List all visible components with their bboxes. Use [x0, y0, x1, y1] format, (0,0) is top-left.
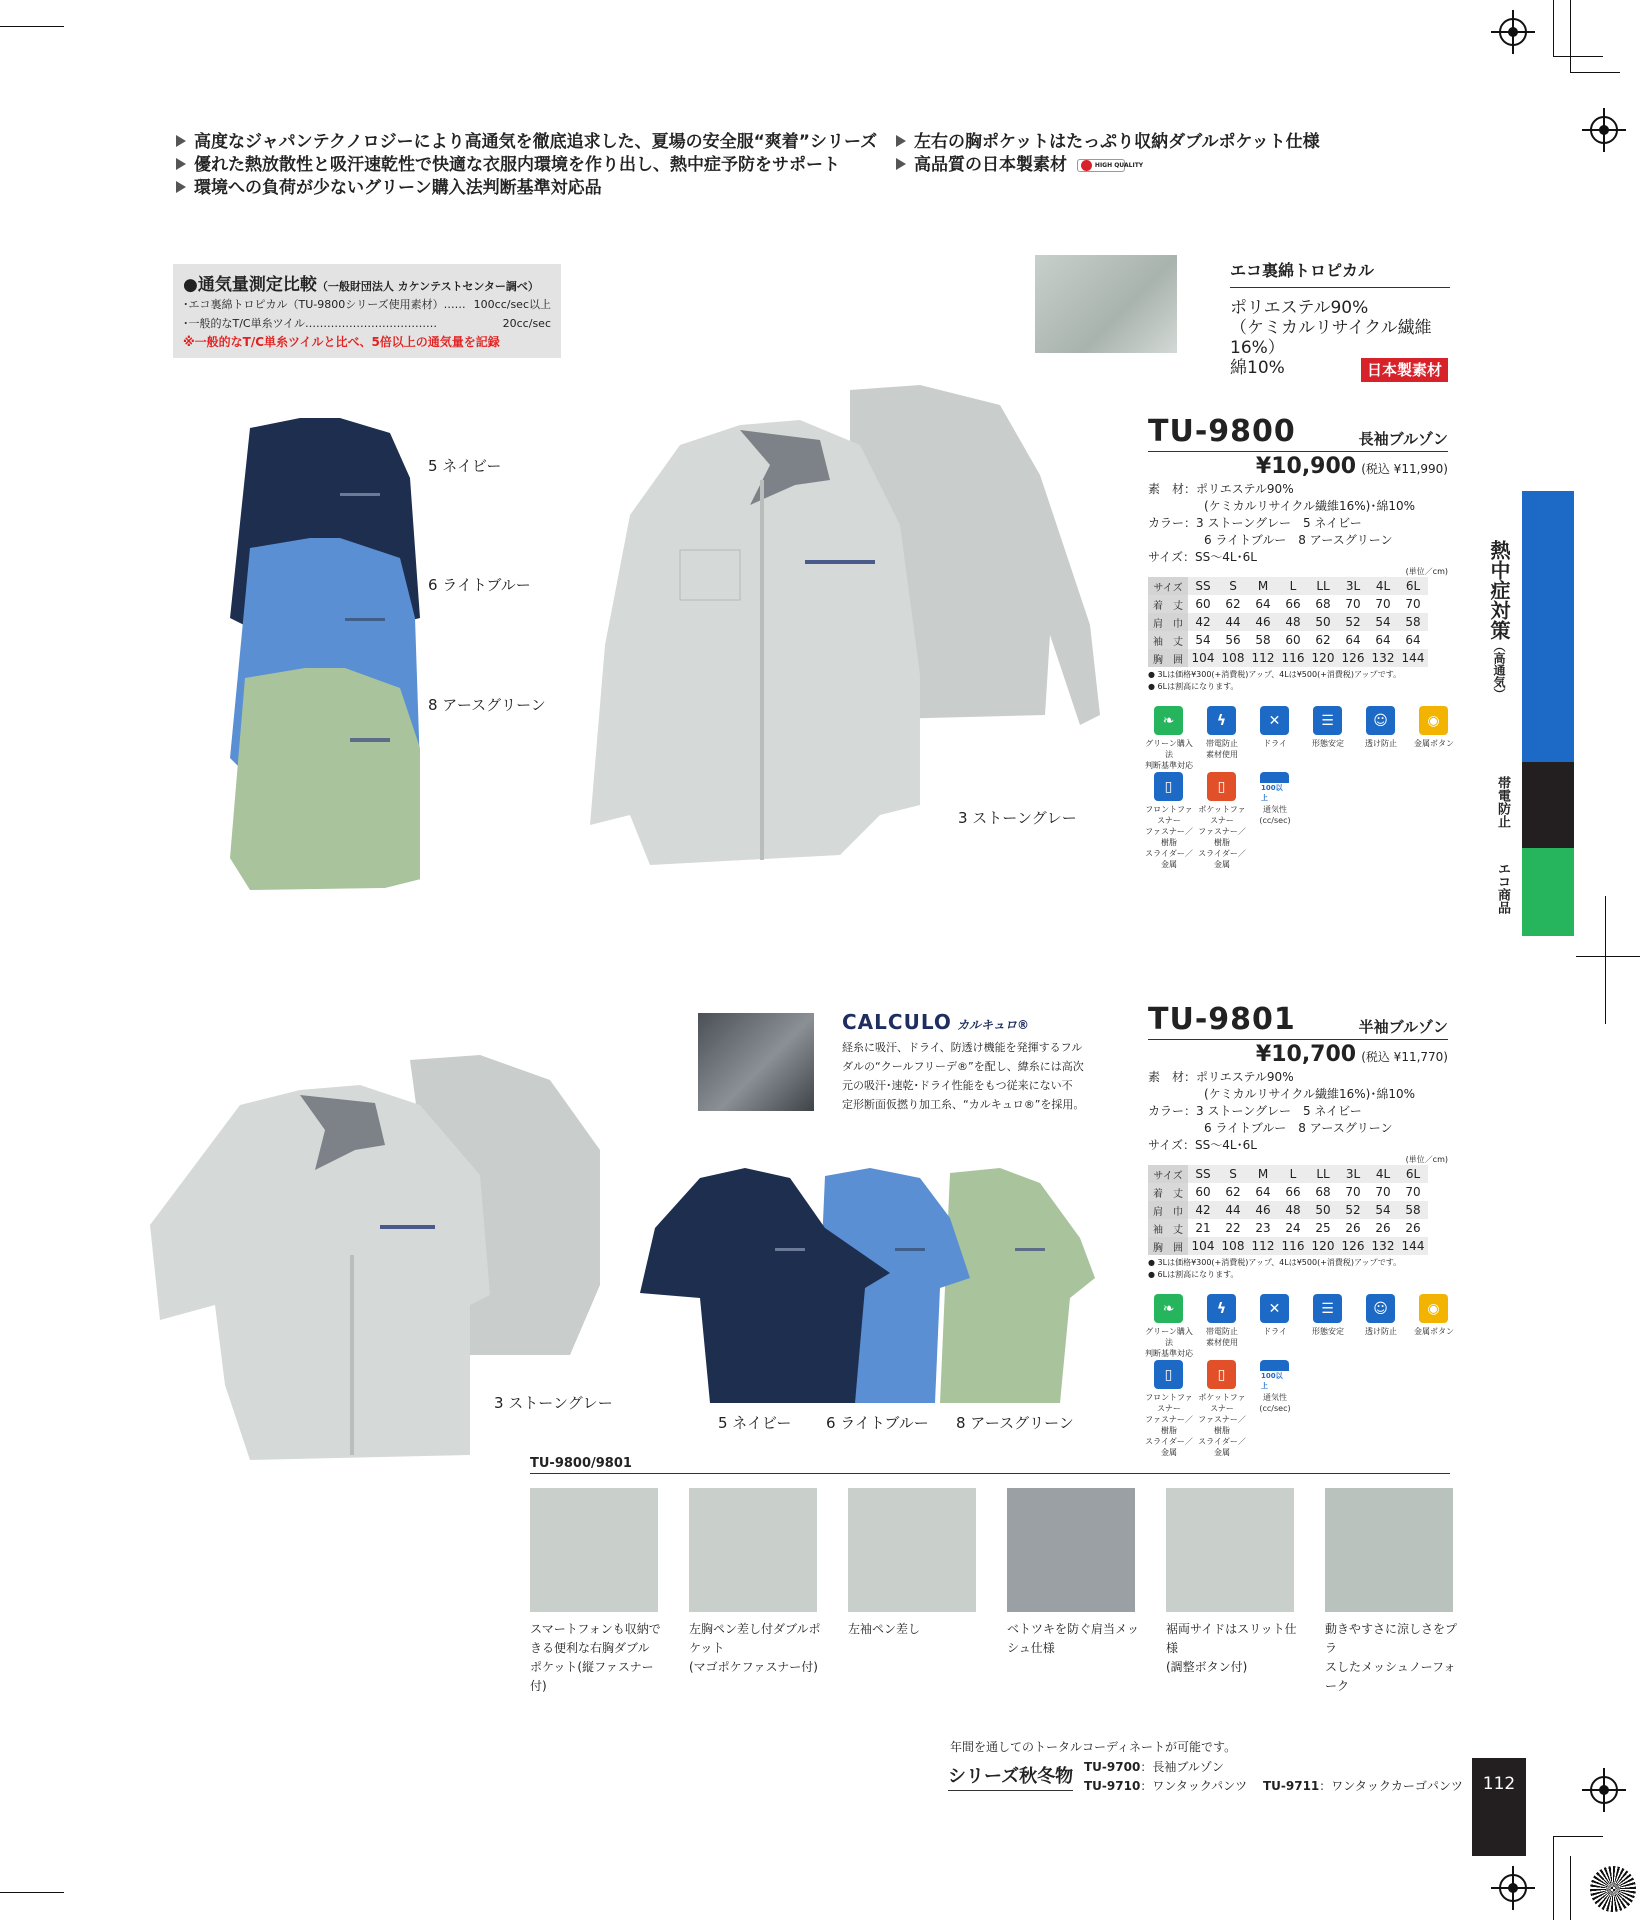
color-label-green-short: 8 アースグリーン [956, 1414, 1074, 1432]
calculo-info [842, 1010, 1085, 1114]
size-table-row [1148, 595, 1428, 613]
jacket-colorways-short-image [640, 1168, 1120, 1408]
feature-icon-label: 帯電防止 素材使用 [1206, 739, 1238, 759]
side-tab-antistatic [1522, 762, 1574, 848]
side-tab-label-eco: エコ商品 [1495, 862, 1510, 914]
detail-photo-hem-slit [1166, 1488, 1294, 1612]
size-table-header: 胸 囲 [1148, 1237, 1188, 1255]
series-item: TU-9700：長袖ブルゾン [1084, 1760, 1224, 1774]
triangle-icon [176, 181, 186, 193]
feature-icon-label: ドライ [1263, 739, 1287, 748]
detail-caption: 動きやすさに涼しさをプラ スしたメッシュノーフォーク [1325, 1622, 1458, 1693]
feature-icon-label: 金属ボタン [1414, 1327, 1454, 1336]
material-line: 素 材：ポリエステル90% [1148, 1070, 1294, 1084]
size-table-cell: 46 [1248, 613, 1278, 631]
detail-photo-chest-pocket [530, 1488, 658, 1612]
size-table-row [1148, 631, 1428, 649]
ventilation-icon [1260, 1360, 1289, 1389]
size-table-row [1148, 1219, 1428, 1237]
size-table-cell: 108 [1218, 1237, 1248, 1255]
size-table-cell: M [1248, 577, 1278, 595]
size-table-cell: 66 [1285, 597, 1301, 611]
series-item: TU-9710：ワンタックパンツ TU-9711：ワンタックカーゴパンツ [1084, 1779, 1463, 1793]
size-table-cell: 144 [1398, 649, 1428, 667]
star-target-mark [1590, 1866, 1636, 1912]
size-table-cell: 66 [1285, 1185, 1301, 1199]
size-table-cell: 62 [1225, 597, 1241, 611]
registration-mark [1491, 10, 1535, 54]
size-table-cell: 126 [1338, 649, 1368, 667]
vent-note: ※一般的なT/C単糸ツイルと比べ、5倍以上の通気量を記録 [183, 335, 500, 349]
detail-photo-back-mesh [1325, 1488, 1453, 1612]
size-table-cell: M [1248, 1165, 1278, 1183]
detail-photo-shoulder-mesh [1007, 1488, 1135, 1612]
calculo-logo-ja: カルキュロ® [956, 1018, 1029, 1032]
side-tab-eco [1522, 848, 1574, 936]
feature-icon-label: フロントファスナー ファスナー／樹脂 スライダー／金属 [1145, 1393, 1193, 1457]
size-table-cell: 22 [1225, 1221, 1241, 1235]
size-table-row [1148, 577, 1428, 595]
size-table-cell: 48 [1278, 1201, 1308, 1219]
size-table-cell: 21 [1195, 1221, 1211, 1235]
feature-icon-label: フロントファスナー ファスナー／樹脂 スライダー／金属 [1145, 805, 1193, 869]
fabric-name: エコ裏綿トロピカル [1230, 258, 1450, 288]
registration-mark [1582, 1768, 1626, 1812]
size-line: サイズ：SS〜4L･6L [1148, 550, 1257, 564]
size-table-cell: 60 [1195, 1185, 1211, 1199]
size-table-cell: 44 [1218, 613, 1248, 631]
ventilation-comparison-box [173, 264, 561, 358]
triangle-icon [176, 158, 186, 170]
price-with-tax: (税込 ¥11,770) [1361, 1050, 1448, 1064]
calculo-logo: CALCULO [842, 1010, 952, 1034]
color-label-lightblue-short: 6 ライトブルー [826, 1414, 929, 1432]
front-zipper-icon: ▯ [1154, 772, 1183, 801]
size-table-cell: 70 [1345, 1185, 1361, 1199]
size-table-cell: 58 [1398, 613, 1428, 631]
color-line: 6 ライトブルー 8 アースグリーン [1204, 533, 1393, 547]
fabric-comp: ポリエステル90% [1230, 298, 1369, 318]
size-table-cell: 68 [1315, 597, 1331, 611]
color-line: 6 ライトブルー 8 アースグリーン [1204, 1121, 1393, 1135]
size-table-cell: 6L [1398, 577, 1428, 595]
size-table-cell: 132 [1368, 649, 1398, 667]
size-table-cell: 46 [1248, 1201, 1278, 1219]
model-number: TU-9801 [1148, 1002, 1296, 1037]
size-table-header: 胸 囲 [1148, 649, 1188, 667]
fabric-swatch-image [1035, 255, 1177, 353]
size-table-cell: 120 [1308, 649, 1338, 667]
series-lead: 年間を通してのトータルコーディネートが可能です。 [950, 1740, 1237, 1754]
made-in-japan-badge: 日本製素材 [1361, 358, 1448, 382]
size-table-row [1148, 613, 1428, 631]
size-table-cell: 58 [1255, 633, 1271, 647]
size-table-cell: 112 [1248, 649, 1278, 667]
size-table-cell: 48 [1278, 613, 1308, 631]
crop-mark [1553, 1836, 1603, 1837]
product-type: 長袖ブルゾン [1358, 430, 1448, 448]
size-table-cell: 42 [1188, 1201, 1218, 1219]
size-table-cell: 116 [1278, 1237, 1308, 1255]
size-table-header: 袖 丈 [1148, 631, 1188, 649]
price: ¥10,700 [1255, 1042, 1357, 1067]
model-number: TU-9800 [1148, 414, 1296, 449]
size-table-cell: 25 [1315, 1221, 1331, 1235]
antistatic-icon: ϟ [1207, 706, 1236, 735]
size-table-cell: 26 [1375, 1221, 1391, 1235]
side-tab-label-antistatic: 帯電防止 [1495, 776, 1510, 828]
color-label-gray-short: 3 ストーングレー [494, 1394, 613, 1412]
size-table-cell: 112 [1248, 1237, 1278, 1255]
size-table-cell: SS [1188, 577, 1218, 595]
feature-bullet: 環境への負荷が少ないグリーン購入法判断基準対応品 [176, 177, 877, 200]
antistatic-icon: ϟ [1207, 1294, 1236, 1323]
size-table [1148, 577, 1428, 667]
feature-icon-label: 帯電防止 素材使用 [1206, 1327, 1238, 1347]
size-table-row [1148, 649, 1428, 667]
size-note: ● 6Lは割高になります。 [1148, 682, 1239, 691]
size-table-cell: 54 [1368, 613, 1398, 631]
size-table-cell: L [1278, 1165, 1308, 1183]
size-table-cell: 144 [1398, 1237, 1428, 1255]
registration-mark [1582, 108, 1626, 152]
material-line: (ケミカルリサイクル繊維16%)･綿10% [1204, 1087, 1416, 1101]
triangle-icon [176, 135, 186, 147]
size-table-cell: 64 [1375, 633, 1391, 647]
size-table-cell: 26 [1405, 1221, 1421, 1235]
detail-caption: 左胸ペン差し付ダブルポケット (マゴポケファスナー付) [689, 1622, 821, 1674]
size-table-cell: 70 [1375, 597, 1391, 611]
size-note: ● 3Lは価格¥300(+消費税)アップ、4Lは¥500(+消費税)アップです。 [1148, 670, 1402, 679]
size-table-cell: LL [1308, 577, 1338, 595]
size-table-cell: 50 [1308, 613, 1338, 631]
size-table-cell: 56 [1225, 633, 1241, 647]
ventilation-icon [1260, 772, 1289, 801]
ventilation-value: 100以上 [1260, 783, 1289, 803]
size-table-cell: 70 [1375, 1185, 1391, 1199]
feature-bullets-left [176, 131, 877, 200]
crop-mark [0, 1892, 64, 1893]
size-table-cell: 44 [1218, 1201, 1248, 1219]
feature-icon-label: グリーン購入法 判断基準対応 [1145, 1327, 1193, 1358]
feature-icon-label: 透け防止 [1365, 1327, 1397, 1336]
high-quality-badge: HIGH QUALITY [1077, 159, 1125, 172]
feature-icon-label: ポケットファスナー ファスナー／樹脂 スライダー／金属 [1198, 1393, 1246, 1457]
metal-button-icon: ◉ [1419, 706, 1448, 735]
shape-stable-icon: ☰ [1313, 706, 1342, 735]
calculo-description: 経糸に吸汗、ドライ、防透け機能を発揮するフル ダルの“クールフリーデ®”を配し、緯糸には高次 元の吸汗･速乾･ドライ性能をもつ従来にない不 定形断面仮撚り加工糸、“カルキュロ®”を採用。 [842, 1041, 1085, 1111]
feature-icon-label: 形態安定 [1312, 739, 1344, 748]
size-table-row [1148, 1237, 1428, 1255]
size-table-cell: 116 [1278, 649, 1308, 667]
unit-note: (単位／cm) [1405, 567, 1448, 576]
detail-caption: スマートフォンも収納で きる便利な右胸ダブル ポケット(縦ファスナー付) [530, 1622, 661, 1693]
red-dot-icon [1081, 160, 1092, 171]
product-type: 半袖ブルゾン [1358, 1018, 1448, 1036]
size-table-cell: 6L [1398, 1165, 1428, 1183]
size-table-cell: L [1278, 577, 1308, 595]
detail-photo-pen-slot [848, 1488, 976, 1612]
size-table-cell: 108 [1218, 649, 1248, 667]
triangle-icon [896, 135, 906, 147]
size-table [1148, 1165, 1428, 1255]
size-table-cell: SS [1188, 1165, 1218, 1183]
side-tab-label-heat: 熱中症対策（高通気） [1487, 540, 1511, 700]
feature-icon-label: 透け防止 [1365, 739, 1397, 748]
feature-icon-label: ドライ [1263, 1327, 1287, 1336]
color-line: カラー：3 ストーングレー 5 ネイビー [1148, 1104, 1362, 1118]
vent-row: ･一般的なT/C単糸ツイル……………………………… 20cc/sec [183, 317, 551, 330]
fabric-comp: 綿10% [1230, 358, 1285, 378]
material-line: (ケミカルリサイクル繊維16%)･綿10% [1204, 499, 1416, 513]
size-table-cell: 4L [1368, 577, 1398, 595]
feature-bullet: 左右の胸ポケットはたっぷり収納ダブルポケット仕様 [896, 131, 1320, 154]
crop-mark [1576, 956, 1640, 957]
size-table-cell: 68 [1315, 1185, 1331, 1199]
size-table-row [1148, 1201, 1428, 1219]
unit-note: (単位／cm) [1405, 1155, 1448, 1164]
crop-mark [1570, 72, 1620, 73]
color-line: カラー：3 ストーングレー 5 ネイビー [1148, 516, 1362, 530]
size-table-cell: 58 [1398, 1201, 1428, 1219]
feature-bullet: 高品質の日本製素材 HIGH QUALITY [896, 154, 1320, 177]
crop-mark [1553, 56, 1603, 57]
size-table-cell: 54 [1195, 633, 1211, 647]
crop-mark [0, 26, 64, 27]
feature-icon-label: 形態安定 [1312, 1327, 1344, 1336]
color-label-navy: 5 ネイビー [428, 457, 502, 475]
feature-icon-label: グリーン購入法 判断基準対応 [1145, 739, 1193, 770]
size-table-cell: S [1218, 1165, 1248, 1183]
size-table-cell: 52 [1338, 613, 1368, 631]
pocket-zipper-icon: ▯ [1207, 772, 1236, 801]
size-table-cell: 62 [1225, 1185, 1241, 1199]
feature-icon-label: ポケットファスナー ファスナー／樹脂 スライダー／金属 [1198, 805, 1246, 869]
price: ¥10,900 [1255, 454, 1357, 479]
size-table-header: 袖 丈 [1148, 1219, 1188, 1237]
shape-stable-icon: ☰ [1313, 1294, 1342, 1323]
feature-bullet: 高度なジャパンテクノロジーにより高通気を徹底追求した、夏場の安全服“爽着”シリーズ [176, 131, 877, 154]
size-note: ● 3Lは価格¥300(+消費税)アップ、4Lは¥500(+消費税)アップです。 [1148, 1258, 1402, 1267]
size-table-header: 着 丈 [1148, 595, 1188, 613]
size-table-cell: 126 [1338, 1237, 1368, 1255]
size-table-cell: 3L [1338, 577, 1368, 595]
size-table-cell: LL [1308, 1165, 1338, 1183]
ventilation-value: 100以上 [1260, 1371, 1289, 1391]
size-table-cell: 70 [1345, 597, 1361, 611]
size-table-cell: 70 [1405, 597, 1421, 611]
feature-bullet: 優れた熱放散性と吸汗速乾性で快適な衣服内環境を作り出し、熱中症予防をサポート [176, 154, 877, 177]
size-table-cell: 62 [1315, 633, 1331, 647]
detail-caption: 左袖ペン差し [848, 1622, 921, 1636]
size-table-cell: 64 [1345, 633, 1361, 647]
material-line: 素 材：ポリエステル90% [1148, 482, 1294, 496]
feature-icon-label: 通気性 (cc/sec) [1259, 805, 1291, 825]
product-spec-9801 [1148, 1002, 1448, 1281]
metal-button-icon: ◉ [1419, 1294, 1448, 1323]
anti-see-through-icon: ☺ [1366, 706, 1395, 735]
color-label-lightblue: 6 ライトブルー [428, 576, 531, 594]
feature-icon-label: 金属ボタン [1414, 739, 1454, 748]
size-table-cell: 52 [1338, 1201, 1368, 1219]
vent-title: ●通気量測定比較（一般財団法人 カケンテストセンター調べ） [183, 275, 539, 295]
detail-caption: 裾両サイドはスリット仕様 (調整ボタン付) [1166, 1622, 1297, 1674]
size-table-cell: 64 [1255, 1185, 1271, 1199]
vent-row: ･エコ裏綿トロピカル（TU-9800シリーズ使用素材）…… 100cc/sec以上 [183, 298, 551, 311]
crop-mark [1605, 896, 1606, 1024]
size-table-cell: 42 [1188, 613, 1218, 631]
feature-icon-label: 通気性 (cc/sec) [1259, 1393, 1291, 1413]
size-table-cell: 54 [1368, 1201, 1398, 1219]
product-spec-9800 [1148, 414, 1448, 693]
calculo-fiber-image [698, 1013, 814, 1111]
size-table-cell: 64 [1405, 633, 1421, 647]
size-table-cell: 104 [1188, 649, 1218, 667]
size-table-cell: 26 [1345, 1221, 1361, 1235]
size-note: ● 6Lは割高になります。 [1148, 1270, 1239, 1279]
size-table-header: 肩 巾 [1148, 1201, 1188, 1219]
feature-icons-9801 [1140, 1294, 1460, 1457]
dry-icon: ✕ [1260, 706, 1289, 735]
crop-mark [1570, 1856, 1571, 1920]
dry-icon: ✕ [1260, 1294, 1289, 1323]
size-table-cell: 132 [1368, 1237, 1398, 1255]
size-table-cell: 3L [1338, 1165, 1368, 1183]
detail-caption: ベトツキを防ぐ肩当メッ シュ仕様 [1007, 1622, 1140, 1655]
size-table-cell: 70 [1405, 1185, 1421, 1199]
registration-mark [1491, 1866, 1535, 1910]
size-table-header: サイズ [1148, 1165, 1188, 1183]
anti-see-through-icon: ☺ [1366, 1294, 1395, 1323]
size-table-cell: 4L [1368, 1165, 1398, 1183]
size-table-header: 肩 巾 [1148, 613, 1188, 631]
fabric-comp: （ケミカルリサイクル繊維16%） [1230, 318, 1432, 358]
size-table-header: 着 丈 [1148, 1183, 1188, 1201]
size-table-cell: 104 [1188, 1237, 1218, 1255]
size-table-cell: 50 [1308, 1201, 1338, 1219]
green-leaf-icon: ❧ [1154, 1294, 1183, 1323]
triangle-icon [896, 158, 906, 170]
size-table-cell: S [1218, 577, 1248, 595]
feature-icons-9800 [1140, 706, 1460, 869]
side-tab-heat [1522, 491, 1574, 762]
crop-mark [1570, 0, 1571, 72]
detail-photo-left-pocket [689, 1488, 817, 1612]
crop-mark [1553, 0, 1554, 56]
crop-mark [1553, 1836, 1554, 1920]
fabric-info [1230, 258, 1450, 382]
price-with-tax: (税込 ¥11,990) [1361, 462, 1448, 476]
size-table-cell: 24 [1285, 1221, 1301, 1235]
size-table-cell: 64 [1255, 597, 1271, 611]
size-table-header: サイズ [1148, 577, 1188, 595]
series-label: シリーズ秋冬物 [948, 1762, 1073, 1791]
jacket-long-gray-image [590, 385, 1100, 875]
size-line: サイズ：SS〜4L･6L [1148, 1138, 1257, 1152]
details-title: TU-9800/9801 [530, 1456, 1450, 1474]
feature-bullets-right [896, 131, 1320, 177]
pocket-zipper-icon: ▯ [1207, 1360, 1236, 1389]
green-leaf-icon: ❧ [1154, 706, 1183, 735]
size-table-row [1148, 1183, 1428, 1201]
jacket-colorways-long-image [220, 418, 420, 898]
size-table-row [1148, 1165, 1428, 1183]
color-label-gray: 3 ストーングレー [958, 809, 1077, 827]
front-zipper-icon: ▯ [1154, 1360, 1183, 1389]
color-label-green: 8 アースグリーン [428, 696, 546, 714]
size-table-cell: 60 [1285, 633, 1301, 647]
page-number: 112 [1472, 1758, 1526, 1856]
size-table-cell: 60 [1195, 597, 1211, 611]
size-table-cell: 23 [1255, 1221, 1271, 1235]
color-label-navy-short: 5 ネイビー [718, 1414, 792, 1432]
size-table-cell: 120 [1308, 1237, 1338, 1255]
